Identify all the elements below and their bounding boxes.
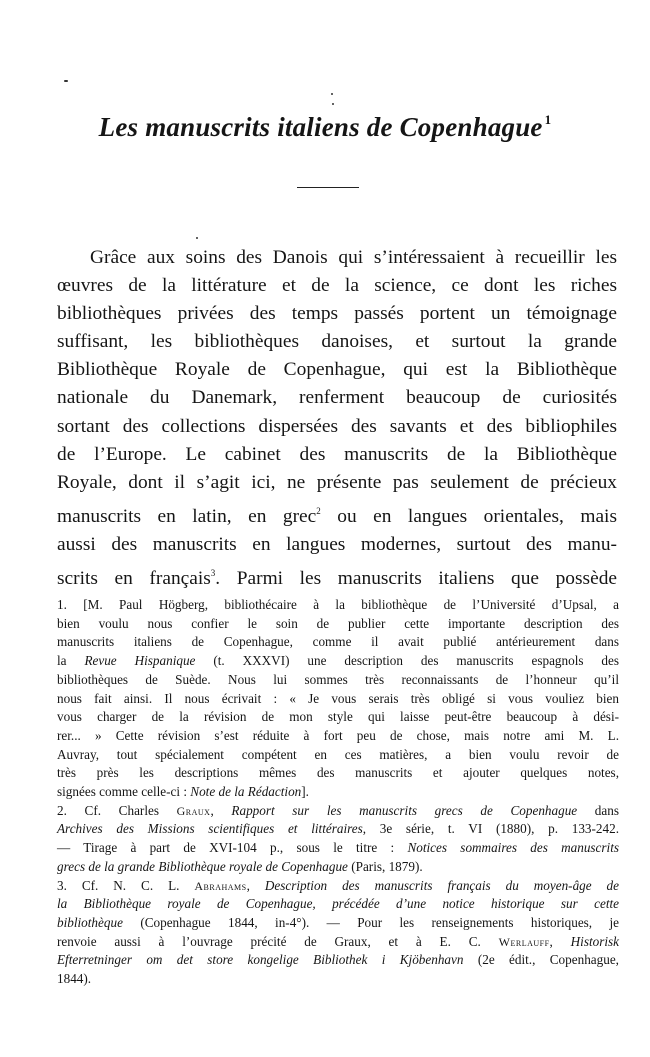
paragraph-line: bibliothèques privées des temps passés portent un témoignage [57, 303, 617, 325]
footnote-1-line: Auvray, tout spécialement compétent en ces matières, a bien voulu revoir de [57, 746, 619, 762]
paragraph-line: sortant des collections dispersées des savants et des bibliophiles [57, 415, 617, 437]
line-text: . [215, 568, 237, 590]
footnote-3-line: 1844). [57, 971, 92, 987]
footnote-ref-2: 2 [316, 505, 321, 516]
ink-speck [196, 237, 198, 239]
line-text: manuscrits en latin, en grec [57, 505, 317, 527]
footnote-1-line: bien voulu nous confier le soin de publier cette importante description des [57, 615, 619, 631]
footnote-3-line [57, 914, 619, 933]
note-author: Abrahams [194, 878, 247, 893]
paragraph-line [57, 559, 617, 593]
note-italic: bibliothèque [57, 914, 123, 930]
page-title [0, 112, 650, 143]
footnote-1-line: très près les descriptions mêmes des manuscrits et ajouter quelques notes, [57, 765, 619, 781]
paragraph-line [57, 497, 617, 531]
footnote-2-line [57, 839, 619, 858]
note-text: (Paris, 1879). [347, 858, 423, 874]
footnote-1-line: 1. [M. Paul Högberg, bibliothécaire à la bibliothèque de l’Université d’Upsal, a [57, 597, 619, 612]
note-text: (2e édit., Copenhague, [463, 952, 619, 968]
footnote-3-line [57, 951, 619, 970]
note-author: Werlauff [498, 934, 550, 949]
paragraph-line: suffisant, les bibliothèques danoises, et surtout la grande [57, 331, 617, 353]
footnote-1-line: bibliothèques de Suède. Nous lui sommes très reconnaissants de l’honneur qu’il [57, 671, 619, 687]
note-italic: Note de la Rédaction [190, 784, 302, 800]
paragraph-line: de l’Europe. Le cabinet des manuscrits de la Bibliothèque [57, 443, 617, 465]
footnote-2-line [57, 858, 619, 877]
footnotes [57, 596, 619, 989]
paragraph-line: Royale, dont il s’agit ici, ne présente pas seulement de précieux [57, 471, 617, 493]
footnote-ref-3: 3 [210, 568, 216, 579]
line-text: Parmi les manuscrits italiens que possède [236, 568, 617, 590]
footnote-3-line [57, 895, 619, 914]
ink-speck [331, 93, 333, 95]
note-text: , [549, 933, 571, 949]
note-text: renvoie aussi à l’ouvrage précité de Graux, et à E. C. [57, 933, 499, 949]
paragraph-line: Bibliothèque Royale de Copenhague, qui est la Bibliothèque [57, 359, 617, 381]
note-text: 2. Cf. Charles [57, 802, 177, 818]
footnote-3-line [57, 877, 619, 896]
note-text: 3. Cf. N. C. L. [57, 877, 195, 893]
note-text: , [246, 877, 265, 893]
title-text: Les manuscrits italiens de Copenhague [98, 112, 543, 142]
paragraph-line: Grâce aux soins des Danois qui s’intéressaient à recueillir les [90, 247, 617, 268]
note-text: , [210, 802, 232, 818]
title-rule [297, 187, 359, 188]
note-italic: la Bibliothèque royale de Copenhague, précédée d’une notice historique sur cette [57, 896, 619, 912]
paragraph-line: œuvres de la littérature et de la science, ce dont les riches [57, 275, 617, 297]
paragraph-line: aussi des manuscrits en langues modernes, surtout des manu- [57, 533, 617, 555]
ink-speck [332, 103, 334, 105]
note-italic: Efterretninger om det store kongelige Bibliothek i Kjöbenhavn [57, 952, 464, 968]
note-italic: Notices sommaires des manuscrits [407, 840, 619, 856]
footnote-1-line [57, 652, 619, 671]
footnote-3-line [57, 933, 619, 952]
note-text: , 3e série, t. VI (1880), p. 133-242. [362, 821, 619, 837]
note-text: dans [577, 802, 619, 818]
footnote-2-line [57, 820, 619, 839]
note-author: Graux [176, 803, 211, 818]
note-italic: Historisk [570, 933, 619, 949]
note-text: — Tirage à part de XVI-104 p., sous le titre : [57, 840, 408, 856]
footnote-1-line: manuscrits italiens de Copenhague, comme il avait publié antérieurement dans [57, 634, 619, 650]
note-italic: Revue Hispanique [84, 653, 196, 669]
note-text: la [57, 653, 85, 669]
main-paragraph [57, 244, 617, 593]
note-italic: Rapport sur les manuscrits grecs de Copenhague [231, 802, 578, 818]
line-text: ou en langues orientales, mais [320, 505, 617, 527]
footnote-2-line [57, 802, 619, 821]
note-text: (Copenhague 1844, in-4°). — Pour les renseignements historiques, je [122, 914, 619, 930]
note-italic: grecs de la grande Bibliothèque royale de Copenhague [57, 858, 348, 874]
paragraph-line: nationale du Danemark, renferment beaucoup de curiosités [57, 387, 617, 409]
line-text: scrits en français [57, 568, 211, 590]
footnote-1-line: rer... » Cette révision s’est réduite à fort peu de chose, mais notre ami M. L. [57, 727, 619, 743]
title-footnote-marker: 1 [544, 112, 552, 127]
note-italic: Description des manuscrits français du moyen-âge de [264, 877, 620, 893]
note-italic: Archives des Missions scientifiques et littéraires [57, 821, 363, 837]
footnote-1-line [57, 783, 619, 802]
footnote-1-line: vous charger de la révision de mon style qui laisse peut-être beaucoup à dési- [57, 709, 619, 725]
note-text: ]. [301, 784, 309, 800]
note-text: (t. XXXVI) une description des manuscrits espagnols des [195, 653, 620, 669]
ink-speck [64, 80, 68, 82]
footnote-1-line: nous fait ainsi. Il nous écrivait : « Je vous serais très obligé si vous vouliez bien [57, 690, 619, 706]
note-text: signées comme celle-ci : [57, 784, 191, 800]
